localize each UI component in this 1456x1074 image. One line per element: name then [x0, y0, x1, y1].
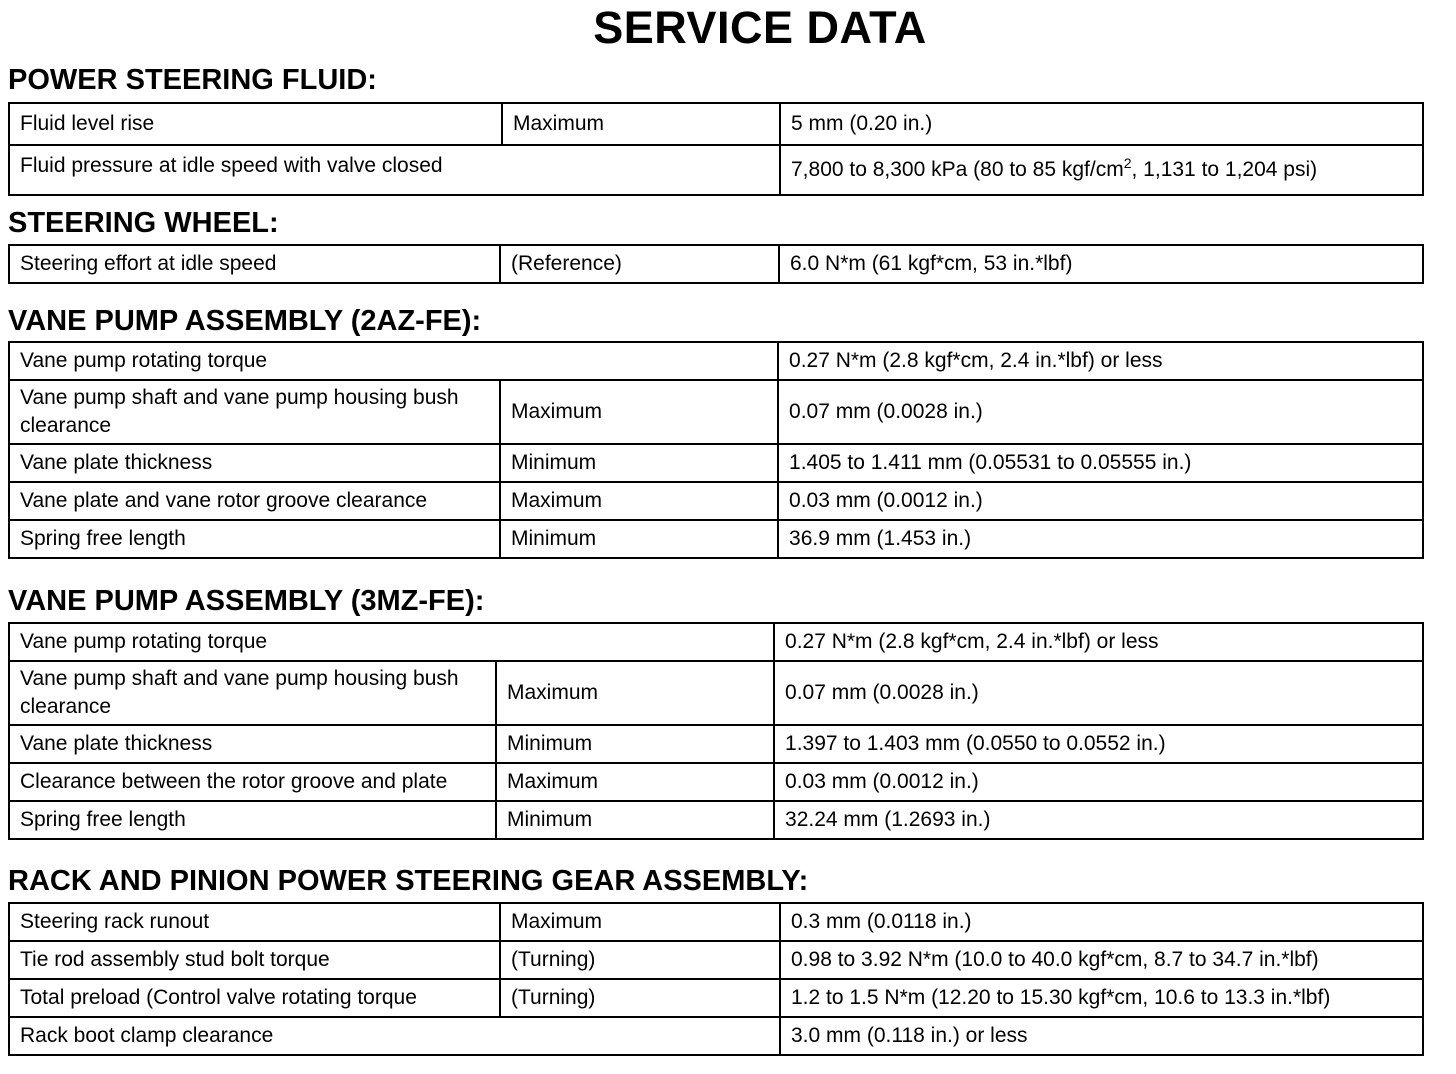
spec-value-main: 7,800 to 8,300 kPa (80 to 85 kgf/cm	[791, 158, 1124, 181]
spec-item: Tie rod assembly stud bolt torque	[9, 941, 500, 979]
section-heading-vane-pump-2az-fe: VANE PUMP ASSEMBLY (2AZ-FE):	[8, 305, 482, 337]
table-row	[9, 979, 1423, 1017]
spec-item: Spring free length	[9, 801, 496, 839]
spec-condition: Maximum	[500, 482, 778, 520]
table-row	[9, 520, 1423, 558]
spec-condition: Maximum	[500, 380, 778, 444]
spec-condition: Minimum	[500, 520, 778, 558]
spec-value: 32.24 mm (1.2693 in.)	[774, 801, 1423, 839]
spec-item: Spring free length	[9, 520, 500, 558]
section-heading-vane-pump-3mz-fe: VANE PUMP ASSEMBLY (3MZ-FE):	[8, 585, 485, 617]
spec-item: Total preload (Control valve rotating torque	[9, 979, 500, 1017]
spec-value: 0.03 mm (0.0012 in.)	[774, 763, 1423, 801]
spec-value: 1.397 to 1.403 mm (0.0550 to 0.0552 in.)	[774, 725, 1423, 763]
spec-value: 0.27 N*m (2.8 kgf*cm, 2.4 in.*lbf) or less	[778, 342, 1423, 380]
spec-item: Vane pump shaft and vane pump housing bush clearance	[9, 661, 496, 725]
steering-wheel-table	[8, 244, 1424, 284]
spec-value: 36.9 mm (1.453 in.)	[778, 520, 1423, 558]
table-row	[9, 103, 1423, 145]
spec-value: 0.27 N*m (2.8 kgf*cm, 2.4 in.*lbf) or less	[774, 623, 1423, 661]
spec-item: Vane pump rotating torque	[9, 623, 774, 661]
table-row	[9, 1017, 1423, 1055]
table-row	[9, 380, 1423, 444]
spec-value: 0.07 mm (0.0028 in.)	[778, 380, 1423, 444]
spec-item: Vane plate thickness	[9, 444, 500, 482]
spec-value-rest: , 1,131 to 1,204 psi)	[1131, 158, 1318, 181]
spec-condition: Maximum	[502, 103, 780, 145]
table-row	[9, 245, 1423, 283]
table-row	[9, 725, 1423, 763]
spec-condition: Maximum	[496, 763, 774, 801]
spec-condition: (Turning)	[500, 979, 780, 1017]
page-title: SERVICE DATA	[593, 2, 927, 53]
spec-condition: Maximum	[500, 903, 780, 941]
table-row	[9, 444, 1423, 482]
table-row	[9, 661, 1423, 725]
table-row	[9, 903, 1423, 941]
spec-condition: (Reference)	[500, 245, 779, 283]
table-row	[9, 801, 1423, 839]
spec-condition: Minimum	[496, 801, 774, 839]
spec-condition: (Turning)	[500, 941, 780, 979]
spec-value: 0.3 mm (0.0118 in.)	[780, 903, 1423, 941]
spec-item: Vane pump rotating torque	[9, 342, 778, 380]
spec-value: 3.0 mm (0.118 in.) or less	[780, 1017, 1423, 1055]
spec-value	[780, 145, 1423, 195]
vane-pump-3mz-fe-table	[8, 622, 1424, 840]
table-row	[9, 763, 1423, 801]
vane-pump-2az-fe-table	[8, 341, 1424, 559]
spec-item: Rack boot clamp clearance	[9, 1017, 780, 1055]
spec-item: Vane pump shaft and vane pump housing bush clearance	[9, 380, 500, 444]
spec-condition: Maximum	[496, 661, 774, 725]
spec-value: 5 mm (0.20 in.)	[780, 103, 1423, 145]
spec-item: Steering rack runout	[9, 903, 500, 941]
section-heading-steering-wheel: STEERING WHEEL:	[8, 207, 279, 239]
table-row	[9, 482, 1423, 520]
spec-item: Steering effort at idle speed	[9, 245, 500, 283]
spec-value: 1.2 to 1.5 N*m (12.20 to 15.30 kgf*cm, 10.6 to 13.3 in.*lbf)	[780, 979, 1423, 1017]
section-heading-rack-and-pinion: RACK AND PINION POWER STEERING GEAR ASSEMBLY:	[8, 865, 809, 897]
spec-item: Fluid pressure at idle speed with valve closed	[9, 145, 780, 195]
spec-condition: Minimum	[496, 725, 774, 763]
spec-value: 1.405 to 1.411 mm (0.05531 to 0.05555 in.)	[778, 444, 1423, 482]
spec-item: Clearance between the rotor groove and plate	[9, 763, 496, 801]
spec-value: 6.0 N*m (61 kgf*cm, 53 in.*lbf)	[779, 245, 1423, 283]
spec-item: Vane plate and vane rotor groove clearance	[9, 482, 500, 520]
spec-item: Vane plate thickness	[9, 725, 496, 763]
table-row	[9, 623, 1423, 661]
spec-item: Fluid level rise	[9, 103, 502, 145]
table-row	[9, 941, 1423, 979]
power-steering-fluid-table	[8, 102, 1424, 196]
spec-value: 0.07 mm (0.0028 in.)	[774, 661, 1423, 725]
rack-and-pinion-table	[8, 902, 1424, 1056]
spec-value: 0.98 to 3.92 N*m (10.0 to 40.0 kgf*cm, 8.7 to 34.7 in.*lbf)	[780, 941, 1423, 979]
superscript-squared: 2	[1123, 155, 1132, 171]
table-row	[9, 145, 1423, 195]
section-heading-power-steering-fluid: POWER STEERING FLUID:	[8, 64, 377, 96]
spec-value: 0.03 mm (0.0012 in.)	[778, 482, 1423, 520]
spec-condition: Minimum	[500, 444, 778, 482]
table-row	[9, 342, 1423, 380]
